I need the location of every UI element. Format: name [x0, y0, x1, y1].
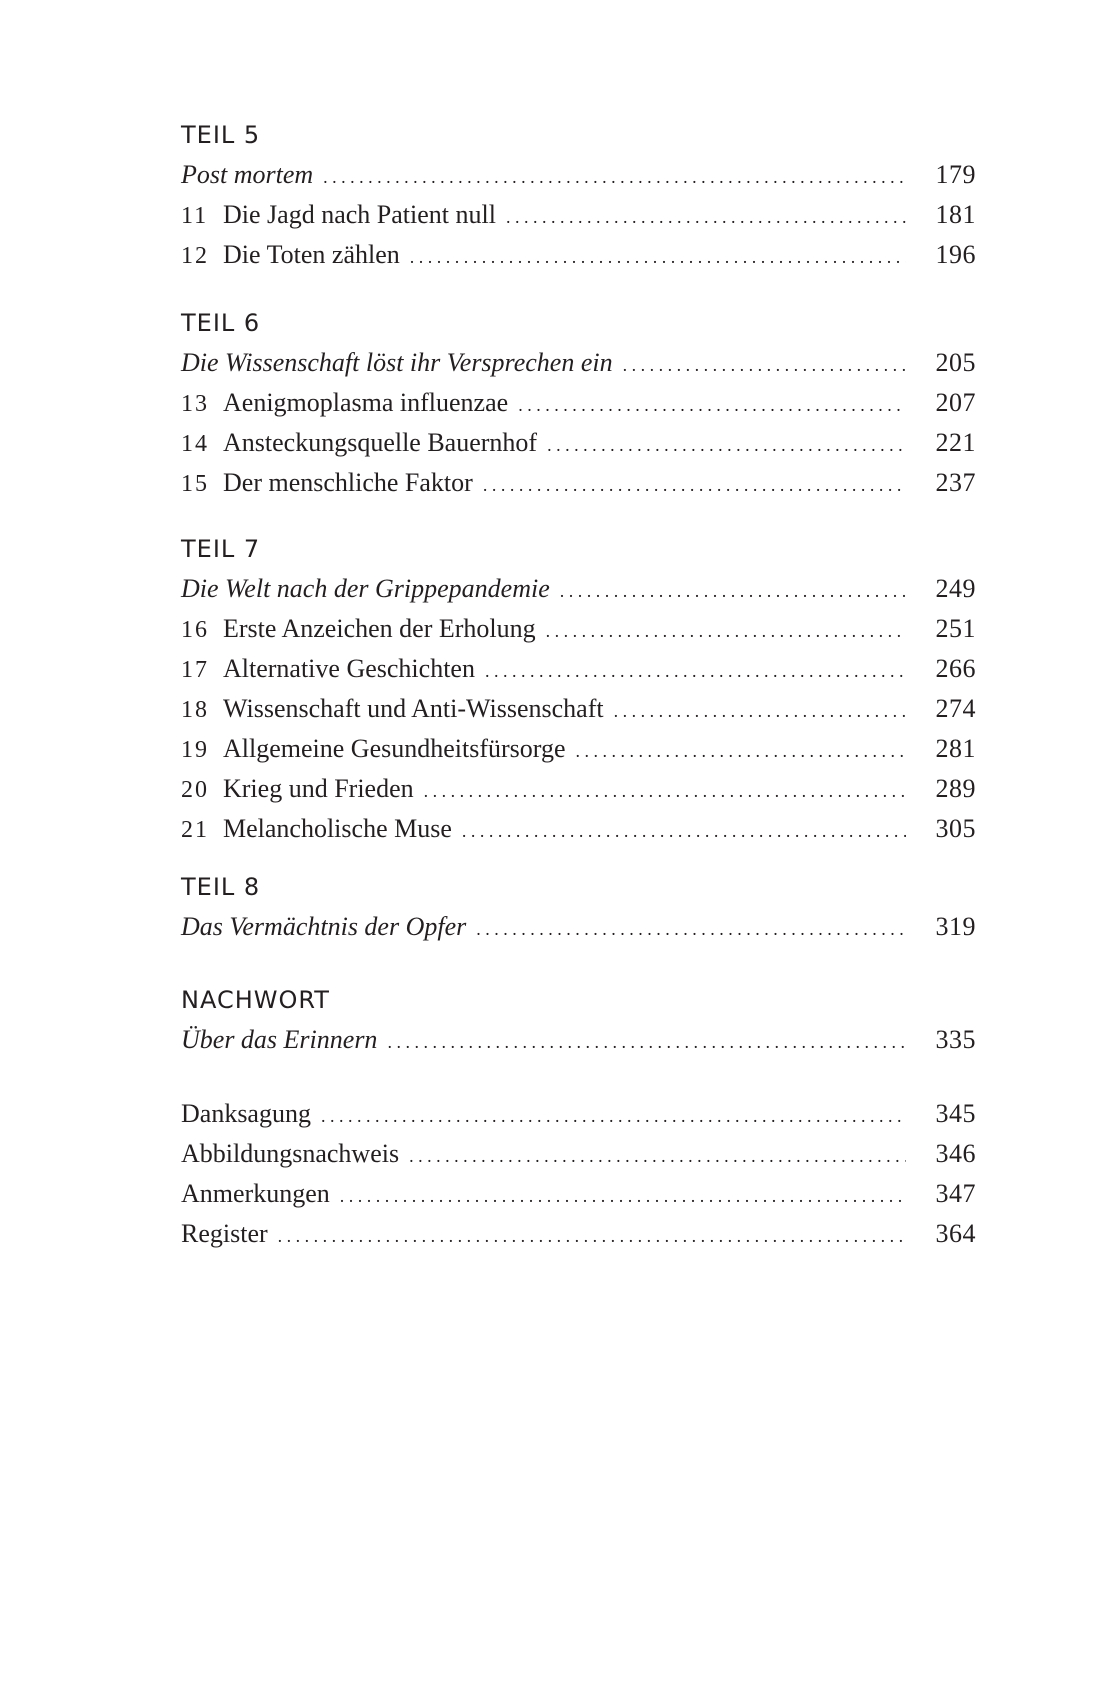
chapter-title: Wissenschaft und Anti-Wissenschaft: [223, 694, 604, 723]
toc-entry-chapter[interactable]: [181, 689, 976, 729]
dot-leader: [476, 909, 906, 949]
toc-entry-chapter[interactable]: [181, 463, 976, 503]
chapter-title: Allgemeine Gesundheitsfürsorge: [223, 734, 566, 763]
chapter-number: 19: [181, 737, 209, 763]
part-subtitle: Die Wissenschaft löst ihr Versprechen ein: [181, 348, 613, 377]
dot-leader: [462, 811, 906, 851]
toc-entry-chapter[interactable]: [181, 423, 976, 463]
back-matter-title: Register: [181, 1219, 268, 1248]
back-matter-section: [181, 1094, 976, 1254]
chapter-title: Die Jagd nach Patient null: [223, 200, 496, 229]
page-number: 364: [935, 1219, 976, 1248]
dot-leader: [576, 731, 907, 771]
toc-entry-chapter[interactable]: [181, 235, 976, 275]
part-subtitle: Das Vermächtnis der Opfer: [181, 912, 467, 941]
part-subtitle: Post mortem: [181, 160, 314, 189]
dot-leader: [614, 691, 906, 731]
chapter-number: 14: [181, 431, 209, 457]
toc-entry-chapter[interactable]: [181, 729, 976, 769]
dot-leader: [546, 611, 906, 651]
chapter-title: Alternative Geschichten: [223, 654, 475, 683]
chapter-title: Aenigmoplasma influenzae: [223, 388, 509, 417]
toc-entry-part-subtitle[interactable]: [181, 907, 976, 947]
chapter-title: Die Toten zählen: [223, 240, 400, 269]
chapter-number: 15: [181, 471, 209, 497]
page-number: 237: [935, 468, 976, 497]
page-number: 179: [935, 160, 976, 189]
page-number: 221: [935, 428, 976, 457]
back-matter-title: Anmerkungen: [181, 1179, 330, 1208]
toc-entry-back-matter[interactable]: [181, 1174, 976, 1214]
dot-leader: [410, 237, 906, 277]
page-number: 251: [935, 614, 976, 643]
toc-entry-part-subtitle[interactable]: [181, 343, 976, 383]
dot-leader: [323, 157, 906, 197]
toc-entry-back-matter[interactable]: [181, 1214, 976, 1254]
page-number: 249: [935, 574, 976, 603]
part-heading: NACHWORT: [181, 986, 330, 1014]
part-section: [181, 867, 976, 947]
chapter-title: Ansteckungsquelle Bauernhof: [223, 428, 538, 457]
page-number: 289: [935, 774, 976, 803]
page-number: 281: [935, 734, 976, 763]
part-subtitle: Die Welt nach der Grippepandemie: [181, 574, 550, 603]
part-section: [181, 303, 976, 503]
dot-leader: [424, 771, 906, 811]
toc-entry-chapter[interactable]: [181, 195, 976, 235]
toc-entry-chapter[interactable]: [181, 649, 976, 689]
chapter-title: Krieg und Frieden: [223, 774, 414, 803]
page-number: 196: [935, 240, 976, 269]
page-number: 205: [935, 348, 976, 377]
back-matter-title: Abbildungsnachweis: [181, 1139, 400, 1168]
toc-entry-part-subtitle[interactable]: [181, 569, 976, 609]
part-subtitle: Über das Erinnern: [181, 1025, 378, 1054]
page-number: 347: [935, 1179, 976, 1208]
dot-leader: [547, 425, 906, 465]
chapter-number: 12: [181, 243, 209, 269]
chapter-number: 20: [181, 777, 209, 803]
page-number: 319: [935, 912, 976, 941]
dot-leader: [387, 1022, 906, 1062]
page-number: 266: [935, 654, 976, 683]
toc-entry-chapter[interactable]: [181, 769, 976, 809]
toc-entry-chapter[interactable]: [181, 809, 976, 849]
page-number: 181: [935, 200, 976, 229]
part-heading: TEIL 8: [181, 873, 261, 901]
page-number: 207: [935, 388, 976, 417]
dot-leader: [409, 1136, 906, 1176]
part-heading: TEIL 6: [181, 309, 261, 337]
chapter-title: Melancholische Muse: [223, 814, 452, 843]
dot-leader: [518, 385, 906, 425]
toc-entry-part-subtitle[interactable]: [181, 155, 976, 195]
part-section: [181, 529, 976, 849]
page-number: 305: [935, 814, 976, 843]
chapter-title: Erste Anzeichen der Erholung: [223, 614, 536, 643]
dot-leader: [560, 571, 906, 611]
dot-leader: [340, 1176, 906, 1216]
part-heading: TEIL 7: [181, 535, 261, 563]
chapter-number: 13: [181, 391, 209, 417]
part-heading: TEIL 5: [181, 121, 261, 149]
toc-entry-chapter[interactable]: [181, 383, 976, 423]
part-section: [181, 115, 976, 275]
dot-leader: [278, 1216, 906, 1256]
toc-entry-part-subtitle[interactable]: [181, 1020, 976, 1060]
toc-entry-back-matter[interactable]: [181, 1094, 976, 1134]
chapter-title: Der menschliche Faktor: [223, 468, 473, 497]
chapter-number: 11: [181, 203, 209, 229]
chapter-number: 17: [181, 657, 209, 683]
dot-leader: [623, 345, 906, 385]
chapter-number: 18: [181, 697, 209, 723]
dot-leader: [506, 197, 906, 237]
page-number: 335: [935, 1025, 976, 1054]
page-number: 346: [935, 1139, 976, 1168]
afterword-section: [181, 980, 976, 1060]
chapter-number: 21: [181, 817, 209, 843]
back-matter-title: Danksagung: [181, 1099, 311, 1128]
toc-entry-chapter[interactable]: [181, 609, 976, 649]
dot-leader: [485, 651, 906, 691]
page-number: 345: [935, 1099, 976, 1128]
dot-leader: [321, 1096, 906, 1136]
chapter-number: 16: [181, 617, 209, 643]
dot-leader: [483, 465, 906, 505]
page-number: 274: [935, 694, 976, 723]
toc-entry-back-matter[interactable]: [181, 1134, 976, 1174]
